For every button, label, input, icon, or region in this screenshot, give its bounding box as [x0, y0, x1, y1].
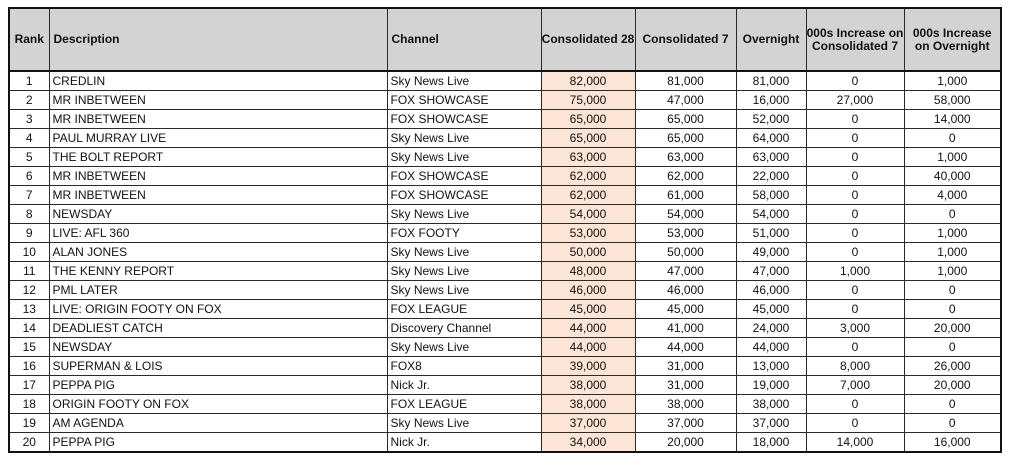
table-row[interactable]	[9, 167, 1001, 186]
consolidated-7-cell[interactable]: 50,000	[635, 243, 736, 262]
overnight-cell[interactable]: 54,000	[736, 205, 806, 224]
table-row[interactable]	[9, 395, 1001, 414]
overnight-cell[interactable]: 13,000	[736, 357, 806, 376]
rank-cell[interactable]: 7	[9, 186, 49, 205]
rank-cell[interactable]: 3	[9, 110, 49, 129]
consolidated-7-cell[interactable]: 47,000	[635, 262, 736, 281]
rank-cell[interactable]: 2	[9, 91, 49, 110]
consolidated-7-cell[interactable]: 47,000	[635, 91, 736, 110]
overnight-cell[interactable]: 19,000	[736, 376, 806, 395]
increase-consolidated-7-cell[interactable]: 0	[806, 338, 904, 357]
description-cell[interactable]: ORIGIN FOOTY ON FOX	[49, 395, 387, 414]
ratings-sheet	[8, 7, 1002, 453]
table-row[interactable]	[9, 186, 1001, 205]
overnight-cell[interactable]: 47,000	[736, 262, 806, 281]
consolidated-28-cell[interactable]: 34,000	[541, 433, 635, 453]
increase-overnight-cell[interactable]: 0	[904, 205, 1001, 224]
consolidated-7-cell[interactable]: 37,000	[635, 414, 736, 433]
rank-cell[interactable]: 10	[9, 243, 49, 262]
increase-overnight-cell[interactable]: 40,000	[904, 167, 1001, 186]
rank-cell[interactable]: 11	[9, 262, 49, 281]
table-row[interactable]	[9, 376, 1001, 395]
table-row[interactable]	[9, 338, 1001, 357]
channel-cell[interactable]: Sky News Live	[387, 281, 541, 300]
table-row[interactable]	[9, 243, 1001, 262]
channel-cell[interactable]: Discovery Channel	[387, 319, 541, 338]
channel-cell[interactable]: Sky News Live	[387, 338, 541, 357]
consolidated-28-cell[interactable]: 48,000	[541, 262, 635, 281]
description-cell[interactable]: THE BOLT REPORT	[49, 148, 387, 167]
increase-overnight-cell[interactable]: 0	[904, 395, 1001, 414]
consolidated-7-cell[interactable]: 45,000	[635, 300, 736, 319]
channel-cell[interactable]: Sky News Live	[387, 243, 541, 262]
increase-consolidated-7-cell[interactable]: 0	[806, 129, 904, 148]
consolidated-28-cell[interactable]: 50,000	[541, 243, 635, 262]
overnight-cell[interactable]: 16,000	[736, 91, 806, 110]
table-row[interactable]	[9, 110, 1001, 129]
description-cell[interactable]: PEPPA PIG	[49, 376, 387, 395]
consolidated-7-cell[interactable]: 44,000	[635, 338, 736, 357]
increase-overnight-cell[interactable]: 4,000	[904, 186, 1001, 205]
table-row[interactable]	[9, 319, 1001, 338]
overnight-cell[interactable]: 46,000	[736, 281, 806, 300]
consolidated-7-cell[interactable]: 31,000	[635, 357, 736, 376]
increase-consolidated-7-cell[interactable]: 0	[806, 205, 904, 224]
overnight-cell[interactable]: 63,000	[736, 148, 806, 167]
description-cell[interactable]: AM AGENDA	[49, 414, 387, 433]
channel-cell[interactable]: FOX SHOWCASE	[387, 186, 541, 205]
overnight-cell[interactable]: 64,000	[736, 129, 806, 148]
increase-overnight-cell[interactable]: 0	[904, 281, 1001, 300]
increase-overnight-cell[interactable]: 0	[904, 414, 1001, 433]
consolidated-7-cell[interactable]: 53,000	[635, 224, 736, 243]
channel-cell[interactable]: Sky News Live	[387, 414, 541, 433]
overnight-cell[interactable]: 24,000	[736, 319, 806, 338]
table-row[interactable]	[9, 224, 1001, 243]
increase-overnight-cell[interactable]: 1,000	[904, 71, 1001, 91]
rank-cell[interactable]: 14	[9, 319, 49, 338]
consolidated-7-cell[interactable]: 63,000	[635, 148, 736, 167]
overnight-cell[interactable]: 18,000	[736, 433, 806, 453]
consolidated-28-cell[interactable]: 44,000	[541, 319, 635, 338]
channel-cell[interactable]: Sky News Live	[387, 262, 541, 281]
rank-cell[interactable]: 1	[9, 71, 49, 91]
increase-consolidated-7-header[interactable]: 000s Increase on Consolidated 7	[806, 8, 904, 71]
table-row[interactable]	[9, 205, 1001, 224]
description-cell[interactable]: PAUL MURRAY LIVE	[49, 129, 387, 148]
increase-consolidated-7-cell[interactable]: 0	[806, 414, 904, 433]
rank-cell[interactable]: 15	[9, 338, 49, 357]
increase-overnight-cell[interactable]: 20,000	[904, 319, 1001, 338]
increase-overnight-cell[interactable]: 14,000	[904, 110, 1001, 129]
table-row[interactable]	[9, 262, 1001, 281]
channel-cell[interactable]: FOX LEAGUE	[387, 395, 541, 414]
channel-cell[interactable]: FOX SHOWCASE	[387, 167, 541, 186]
channel-header[interactable]: Channel	[387, 8, 541, 71]
table-row[interactable]	[9, 300, 1001, 319]
description-header[interactable]: Description	[49, 8, 387, 71]
consolidated-7-cell[interactable]: 31,000	[635, 376, 736, 395]
rank-cell[interactable]: 17	[9, 376, 49, 395]
increase-overnight-header[interactable]: 000s Increase on Overnight	[904, 8, 1001, 71]
consolidated-28-cell[interactable]: 37,000	[541, 414, 635, 433]
overnight-cell[interactable]: 52,000	[736, 110, 806, 129]
rank-cell[interactable]: 12	[9, 281, 49, 300]
increase-consolidated-7-cell[interactable]: 0	[806, 167, 904, 186]
consolidated-28-cell[interactable]: 45,000	[541, 300, 635, 319]
overnight-cell[interactable]: 45,000	[736, 300, 806, 319]
consolidated-28-cell[interactable]: 63,000	[541, 148, 635, 167]
channel-cell[interactable]: Nick Jr.	[387, 433, 541, 453]
consolidated-28-header[interactable]: Consolidated 28	[541, 8, 635, 71]
increase-consolidated-7-cell[interactable]: 27,000	[806, 91, 904, 110]
description-cell[interactable]: MR INBETWEEN	[49, 186, 387, 205]
channel-cell[interactable]: FOX SHOWCASE	[387, 91, 541, 110]
consolidated-7-cell[interactable]: 54,000	[635, 205, 736, 224]
table-row[interactable]	[9, 71, 1001, 91]
consolidated-7-cell[interactable]: 61,000	[635, 186, 736, 205]
consolidated-28-cell[interactable]: 62,000	[541, 186, 635, 205]
description-cell[interactable]: PML LATER	[49, 281, 387, 300]
consolidated-7-cell[interactable]: 41,000	[635, 319, 736, 338]
rank-cell[interactable]: 13	[9, 300, 49, 319]
description-cell[interactable]: NEWSDAY	[49, 205, 387, 224]
channel-cell[interactable]: Sky News Live	[387, 148, 541, 167]
rank-cell[interactable]: 8	[9, 205, 49, 224]
channel-cell[interactable]: FOX FOOTY	[387, 224, 541, 243]
increase-consolidated-7-cell[interactable]: 0	[806, 110, 904, 129]
table-row[interactable]	[9, 357, 1001, 376]
consolidated-7-cell[interactable]: 62,000	[635, 167, 736, 186]
increase-overnight-cell[interactable]: 58,000	[904, 91, 1001, 110]
overnight-cell[interactable]: 37,000	[736, 414, 806, 433]
consolidated-28-cell[interactable]: 54,000	[541, 205, 635, 224]
channel-cell[interactable]: Sky News Live	[387, 71, 541, 91]
consolidated-28-cell[interactable]: 82,000	[541, 71, 635, 91]
table-row[interactable]	[9, 414, 1001, 433]
description-cell[interactable]: DEADLIEST CATCH	[49, 319, 387, 338]
description-cell[interactable]: ALAN JONES	[49, 243, 387, 262]
overnight-cell[interactable]: 58,000	[736, 186, 806, 205]
rank-cell[interactable]: 5	[9, 148, 49, 167]
overnight-cell[interactable]: 51,000	[736, 224, 806, 243]
increase-consolidated-7-cell[interactable]: 0	[806, 300, 904, 319]
increase-consolidated-7-cell[interactable]: 1,000	[806, 262, 904, 281]
increase-overnight-cell[interactable]: 0	[904, 338, 1001, 357]
consolidated-28-cell[interactable]: 65,000	[541, 110, 635, 129]
overnight-cell[interactable]: 38,000	[736, 395, 806, 414]
header-row	[9, 8, 1001, 71]
consolidated-28-cell[interactable]: 65,000	[541, 129, 635, 148]
consolidated-28-cell[interactable]: 39,000	[541, 357, 635, 376]
overnight-cell[interactable]: 22,000	[736, 167, 806, 186]
increase-overnight-cell[interactable]: 16,000	[904, 433, 1001, 453]
description-cell[interactable]: LIVE: AFL 360	[49, 224, 387, 243]
increase-overnight-cell[interactable]: 1,000	[904, 262, 1001, 281]
description-cell[interactable]: MR INBETWEEN	[49, 167, 387, 186]
consolidated-7-cell[interactable]: 65,000	[635, 129, 736, 148]
consolidated-7-cell[interactable]: 81,000	[635, 71, 736, 91]
channel-cell[interactable]: FOX LEAGUE	[387, 300, 541, 319]
increase-overnight-cell[interactable]: 26,000	[904, 357, 1001, 376]
increase-consolidated-7-cell[interactable]: 3,000	[806, 319, 904, 338]
increase-consolidated-7-cell[interactable]: 0	[806, 281, 904, 300]
consolidated-28-cell[interactable]: 44,000	[541, 338, 635, 357]
description-cell[interactable]: LIVE: ORIGIN FOOTY ON FOX	[49, 300, 387, 319]
rank-cell[interactable]: 16	[9, 357, 49, 376]
description-cell[interactable]: NEWSDAY	[49, 338, 387, 357]
description-cell[interactable]: PEPPA PIG	[49, 433, 387, 453]
description-cell[interactable]: THE KENNY REPORT	[49, 262, 387, 281]
increase-consolidated-7-cell[interactable]: 0	[806, 148, 904, 167]
increase-overnight-cell[interactable]: 1,000	[904, 224, 1001, 243]
consolidated-28-cell[interactable]: 38,000	[541, 376, 635, 395]
overnight-cell[interactable]: 49,000	[736, 243, 806, 262]
rank-cell[interactable]: 4	[9, 129, 49, 148]
description-cell[interactable]: CREDLIN	[49, 71, 387, 91]
increase-overnight-cell[interactable]: 1,000	[904, 243, 1001, 262]
overnight-cell[interactable]: 44,000	[736, 338, 806, 357]
consolidated-7-cell[interactable]: 65,000	[635, 110, 736, 129]
table-row[interactable]	[9, 91, 1001, 110]
increase-consolidated-7-cell[interactable]: 0	[806, 71, 904, 91]
channel-cell[interactable]: FOX SHOWCASE	[387, 110, 541, 129]
overnight-cell[interactable]: 81,000	[736, 71, 806, 91]
increase-overnight-cell[interactable]: 0	[904, 129, 1001, 148]
channel-cell[interactable]: Nick Jr.	[387, 376, 541, 395]
consolidated-28-cell[interactable]: 62,000	[541, 167, 635, 186]
consolidated-7-cell[interactable]: 38,000	[635, 395, 736, 414]
increase-consolidated-7-cell[interactable]: 7,000	[806, 376, 904, 395]
consolidated-28-cell[interactable]: 38,000	[541, 395, 635, 414]
table-row[interactable]	[9, 433, 1001, 453]
rank-cell[interactable]: 9	[9, 224, 49, 243]
consolidated-7-cell[interactable]: 46,000	[635, 281, 736, 300]
increase-overnight-cell[interactable]: 20,000	[904, 376, 1001, 395]
increase-consolidated-7-cell[interactable]: 0	[806, 224, 904, 243]
increase-consolidated-7-cell[interactable]: 0	[806, 186, 904, 205]
rank-cell[interactable]: 6	[9, 167, 49, 186]
increase-consolidated-7-cell[interactable]: 0	[806, 243, 904, 262]
table-row[interactable]	[9, 148, 1001, 167]
increase-consolidated-7-cell[interactable]: 0	[806, 395, 904, 414]
rank-cell[interactable]: 20	[9, 433, 49, 453]
rank-cell[interactable]: 19	[9, 414, 49, 433]
consolidated-7-cell[interactable]: 20,000	[635, 433, 736, 453]
increase-consolidated-7-cell[interactable]: 8,000	[806, 357, 904, 376]
consolidated-7-header[interactable]: Consolidated 7	[635, 8, 736, 71]
channel-cell[interactable]: Sky News Live	[387, 205, 541, 224]
rank-cell[interactable]: 18	[9, 395, 49, 414]
channel-cell[interactable]: FOX8	[387, 357, 541, 376]
table-row[interactable]	[9, 129, 1001, 148]
description-cell[interactable]: MR INBETWEEN	[49, 91, 387, 110]
rank-header[interactable]: Rank	[9, 8, 49, 71]
description-cell[interactable]: MR INBETWEEN	[49, 110, 387, 129]
channel-cell[interactable]: Sky News Live	[387, 129, 541, 148]
increase-overnight-cell[interactable]: 1,000	[904, 148, 1001, 167]
table-row[interactable]	[9, 281, 1001, 300]
consolidated-28-cell[interactable]: 46,000	[541, 281, 635, 300]
consolidated-28-cell[interactable]: 53,000	[541, 224, 635, 243]
description-cell[interactable]: SUPERMAN & LOIS	[49, 357, 387, 376]
consolidated-28-cell[interactable]: 75,000	[541, 91, 635, 110]
overnight-header[interactable]: Overnight	[736, 8, 806, 71]
ratings-table	[8, 7, 1002, 453]
increase-consolidated-7-cell[interactable]: 14,000	[806, 433, 904, 453]
increase-overnight-cell[interactable]: 0	[904, 300, 1001, 319]
